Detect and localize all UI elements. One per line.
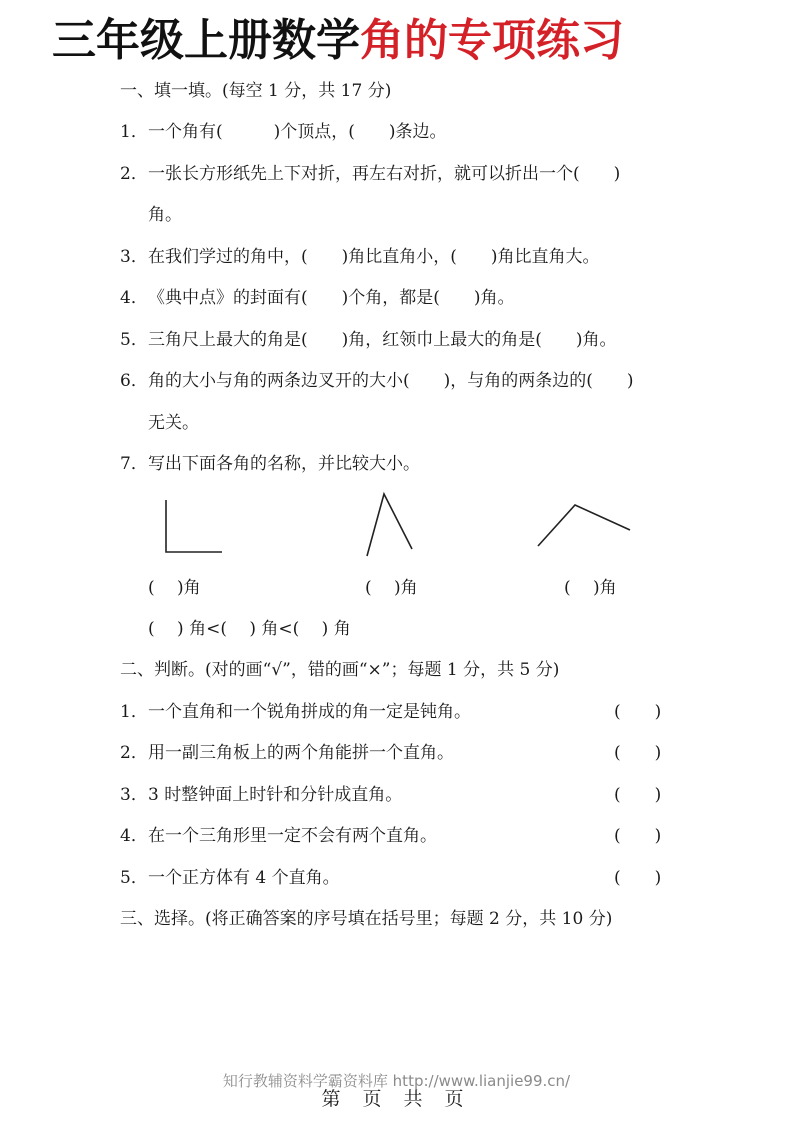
section2-heading: 二、判断。(对的画“√”，错的画“×”；每题 1 分，共 5 分) bbox=[120, 660, 560, 680]
acute-angle-figure bbox=[367, 494, 412, 556]
title-topic: 角的专项练习 bbox=[360, 15, 624, 66]
angle-1-blank: ( )角 bbox=[148, 578, 201, 598]
question-text: 角的大小与角的两条边叉开的大小( )，与角的两条边的( ) bbox=[148, 371, 634, 391]
answer-paren: ( ) bbox=[614, 743, 662, 763]
title-main: 三年级上册数学 bbox=[52, 15, 360, 66]
question-text: 一个正方体有 4 个直角。 bbox=[148, 868, 340, 888]
judge-item-5 bbox=[120, 866, 340, 890]
question-number: 2． bbox=[120, 743, 148, 763]
watermark-text: 知行教辅资料学霸资料库 http://www.lianjie99.cn/ bbox=[222, 1072, 571, 1090]
question-text: 用一副三角板上的两个角能拼一个直角。 bbox=[148, 743, 454, 763]
question-number: 2． bbox=[120, 164, 148, 184]
judge-item-4 bbox=[120, 824, 437, 848]
angle-2-blank: ( )角 bbox=[365, 578, 418, 598]
question-number: 3． bbox=[120, 785, 148, 805]
judge-item-3 bbox=[120, 783, 402, 807]
obtuse-angle-figure bbox=[538, 505, 630, 546]
question-number: 6． bbox=[120, 371, 148, 391]
question-6-continuation: 无关。 bbox=[148, 413, 199, 433]
question-text: 写出下面各角的名称，并比较大小。 bbox=[148, 454, 420, 474]
question-number: 7． bbox=[120, 454, 148, 474]
question-text: 一个角有( )个顶点，( )条边。 bbox=[148, 122, 447, 142]
question-number: 4． bbox=[120, 288, 148, 308]
answer-paren: ( ) bbox=[614, 702, 662, 722]
question-number: 5． bbox=[120, 868, 148, 888]
question-text: 一个直角和一个锐角拼成的角一定是钝角。 bbox=[148, 702, 471, 722]
question-text: 《典中点》的封面有( )个角，都是( )角。 bbox=[148, 288, 515, 308]
question-text: 三角尺上最大的角是( )角，红领巾上最大的角是( )角。 bbox=[148, 330, 617, 350]
answer-paren: ( ) bbox=[614, 785, 662, 805]
question-number: 1． bbox=[120, 702, 148, 722]
angle-3-blank: ( )角 bbox=[564, 578, 617, 598]
section3-heading: 三、选择。(将正确答案的序号填在括号里；每题 2 分，共 10 分) bbox=[120, 909, 613, 929]
question-text: 3 时整钟面上时针和分针成直角。 bbox=[148, 785, 403, 805]
section1-heading: 一、填一填。(每空 1 分，共 17 分) bbox=[120, 81, 392, 101]
angle-comparison: ( ) 角<( ) 角<( ) 角 bbox=[148, 619, 351, 639]
question-number: 4． bbox=[120, 826, 148, 846]
question-number: 1． bbox=[120, 122, 148, 142]
right-angle-figure bbox=[166, 500, 222, 552]
question-text: 在我们学过的角中，( )角比直角小，( )角比直角大。 bbox=[148, 247, 600, 267]
question-number: 3． bbox=[120, 247, 148, 267]
question-text: 在一个三角形里一定不会有两个直角。 bbox=[148, 826, 437, 846]
answer-paren: ( ) bbox=[614, 868, 662, 888]
judge-item-2 bbox=[120, 741, 454, 765]
question-text: 一张长方形纸先上下对折，再左右对折，就可以折出一个( ) bbox=[148, 164, 621, 184]
question-number: 5． bbox=[120, 330, 148, 350]
question-2-continuation: 角。 bbox=[148, 205, 182, 225]
answer-paren: ( ) bbox=[614, 826, 662, 846]
page-number-label: 第 页 共 页 bbox=[321, 1088, 472, 1110]
judge-item-1 bbox=[120, 700, 471, 724]
